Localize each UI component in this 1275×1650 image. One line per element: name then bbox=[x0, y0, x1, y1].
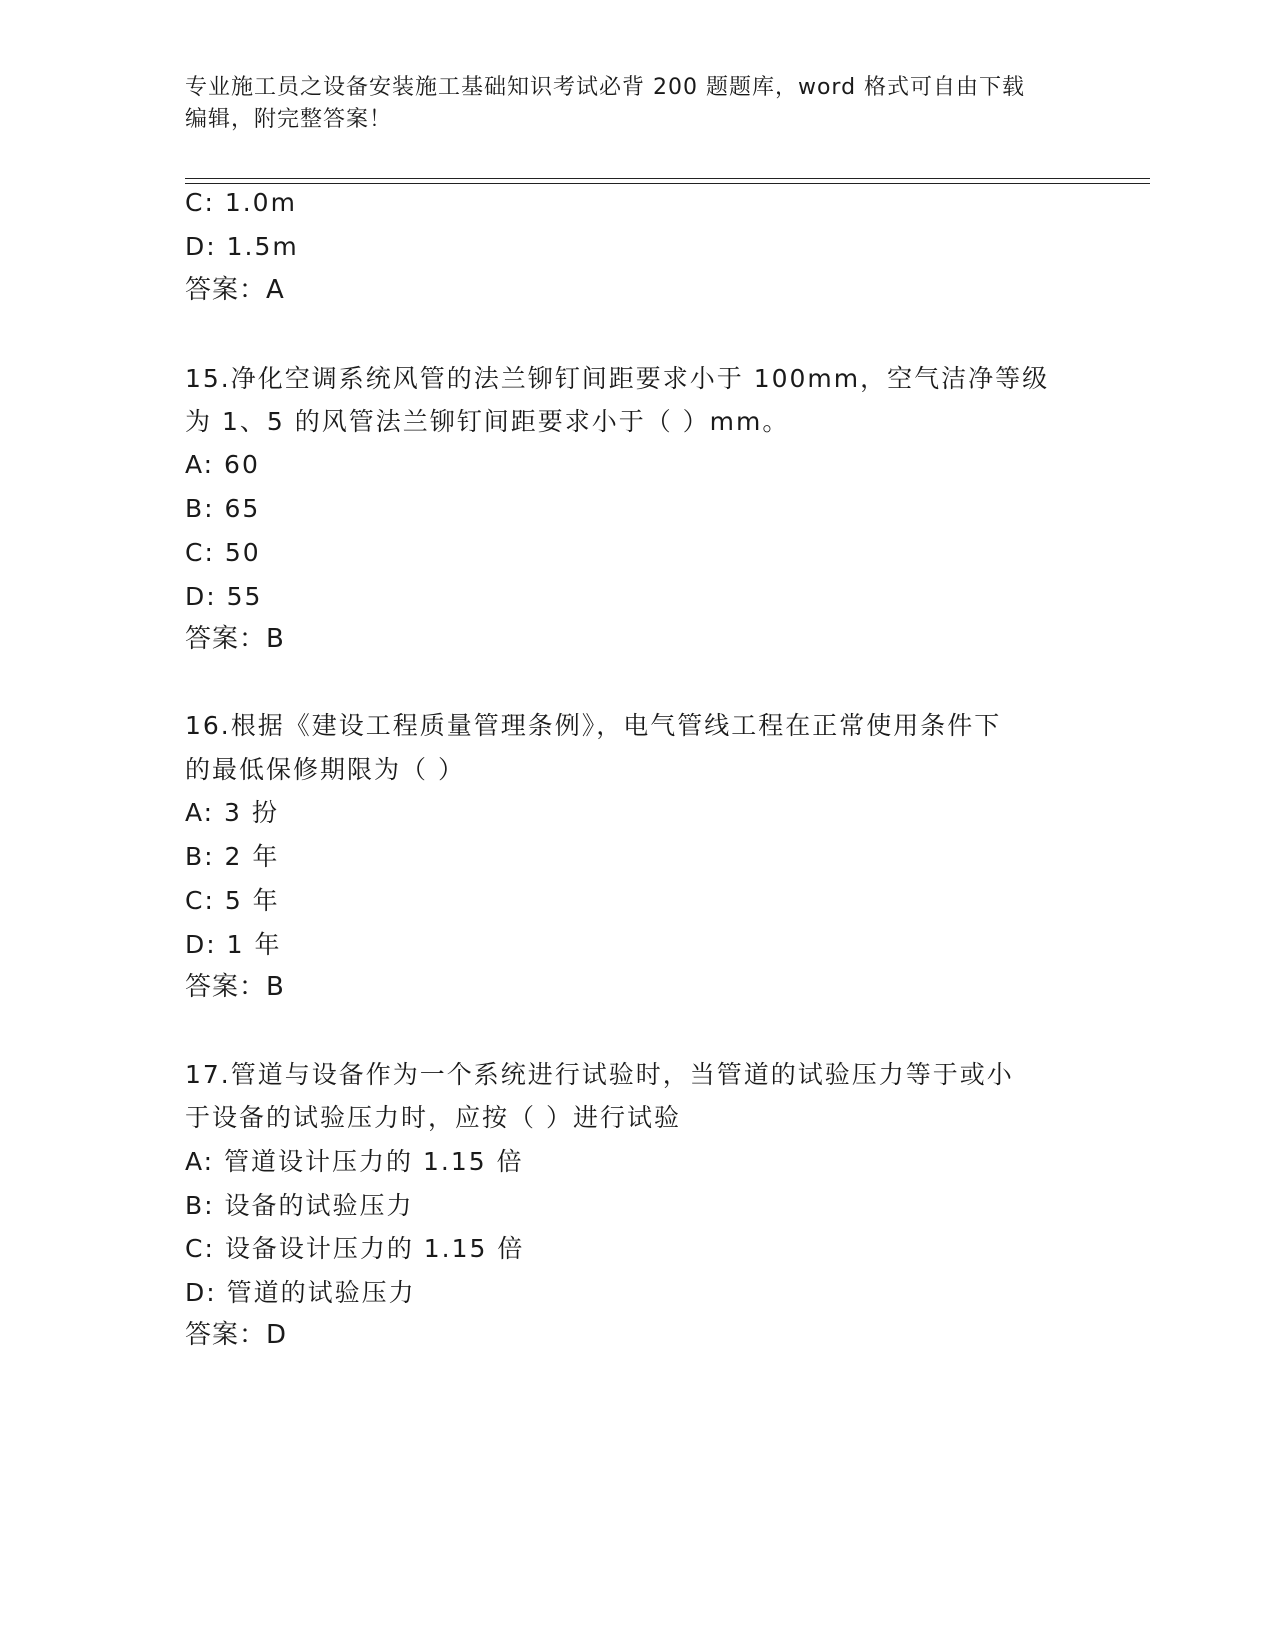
question-17-answer: 答案：D bbox=[185, 1320, 288, 1350]
question-15-option-a: A: 60 bbox=[185, 450, 260, 479]
prev-option-c: C: 1.0m bbox=[185, 188, 297, 217]
question-16-option-d: D: 1 年 bbox=[185, 930, 282, 959]
question-15-option-c: C: 50 bbox=[185, 538, 261, 567]
header-line-2: 编辑，附完整答案！ bbox=[185, 107, 393, 132]
question-15-option-d: D: 55 bbox=[185, 582, 263, 611]
prev-answer: 答案：A bbox=[185, 275, 285, 305]
question-17-stem-line-2: 于设备的试验压力时，应按（ ）进行试验 bbox=[185, 1103, 681, 1132]
question-17-option-b: B: 设备的试验压力 bbox=[185, 1191, 414, 1220]
question-16-stem-line-2: 的最低保修期限为（ ） bbox=[185, 755, 465, 784]
question-15-option-b: B: 65 bbox=[185, 494, 261, 523]
question-15-answer: 答案：B bbox=[185, 624, 285, 654]
prev-option-d: D: 1.5m bbox=[185, 232, 299, 261]
question-17-option-c: C: 设备设计压力的 1.15 倍 bbox=[185, 1234, 525, 1263]
header-divider-top bbox=[185, 178, 1150, 179]
question-16-option-c: C: 5 年 bbox=[185, 886, 280, 915]
header-line-1: 专业施工员之设备安装施工基础知识考试必背 200 题题库，word 格式可自由下载 bbox=[185, 75, 1026, 100]
document-header bbox=[185, 72, 1065, 136]
question-15-stem-line-2: 为 1、5 的风管法兰铆钉间距要求小于（ ）mm。 bbox=[185, 407, 790, 436]
question-16-option-b: B: 2 年 bbox=[185, 842, 280, 871]
question-16-answer: 答案：B bbox=[185, 972, 285, 1002]
question-16-stem-line-1: 16.根据《建设工程质量管理条例》，电气管线工程在正常使用条件下 bbox=[185, 711, 1002, 740]
header-divider-bottom bbox=[185, 183, 1150, 184]
question-15-stem-line-1: 15.净化空调系统风管的法兰铆钉间距要求小于 100mm，空气洁净等级 bbox=[185, 364, 1050, 393]
question-17-option-a: A: 管道设计压力的 1.15 倍 bbox=[185, 1147, 524, 1176]
question-17-option-d: D: 管道的试验压力 bbox=[185, 1278, 416, 1307]
question-17-stem-line-1: 17.管道与设备作为一个系统进行试验时，当管道的试验压力等于或小 bbox=[185, 1060, 1014, 1089]
question-16-option-a: A: 3 扮 bbox=[185, 798, 279, 827]
